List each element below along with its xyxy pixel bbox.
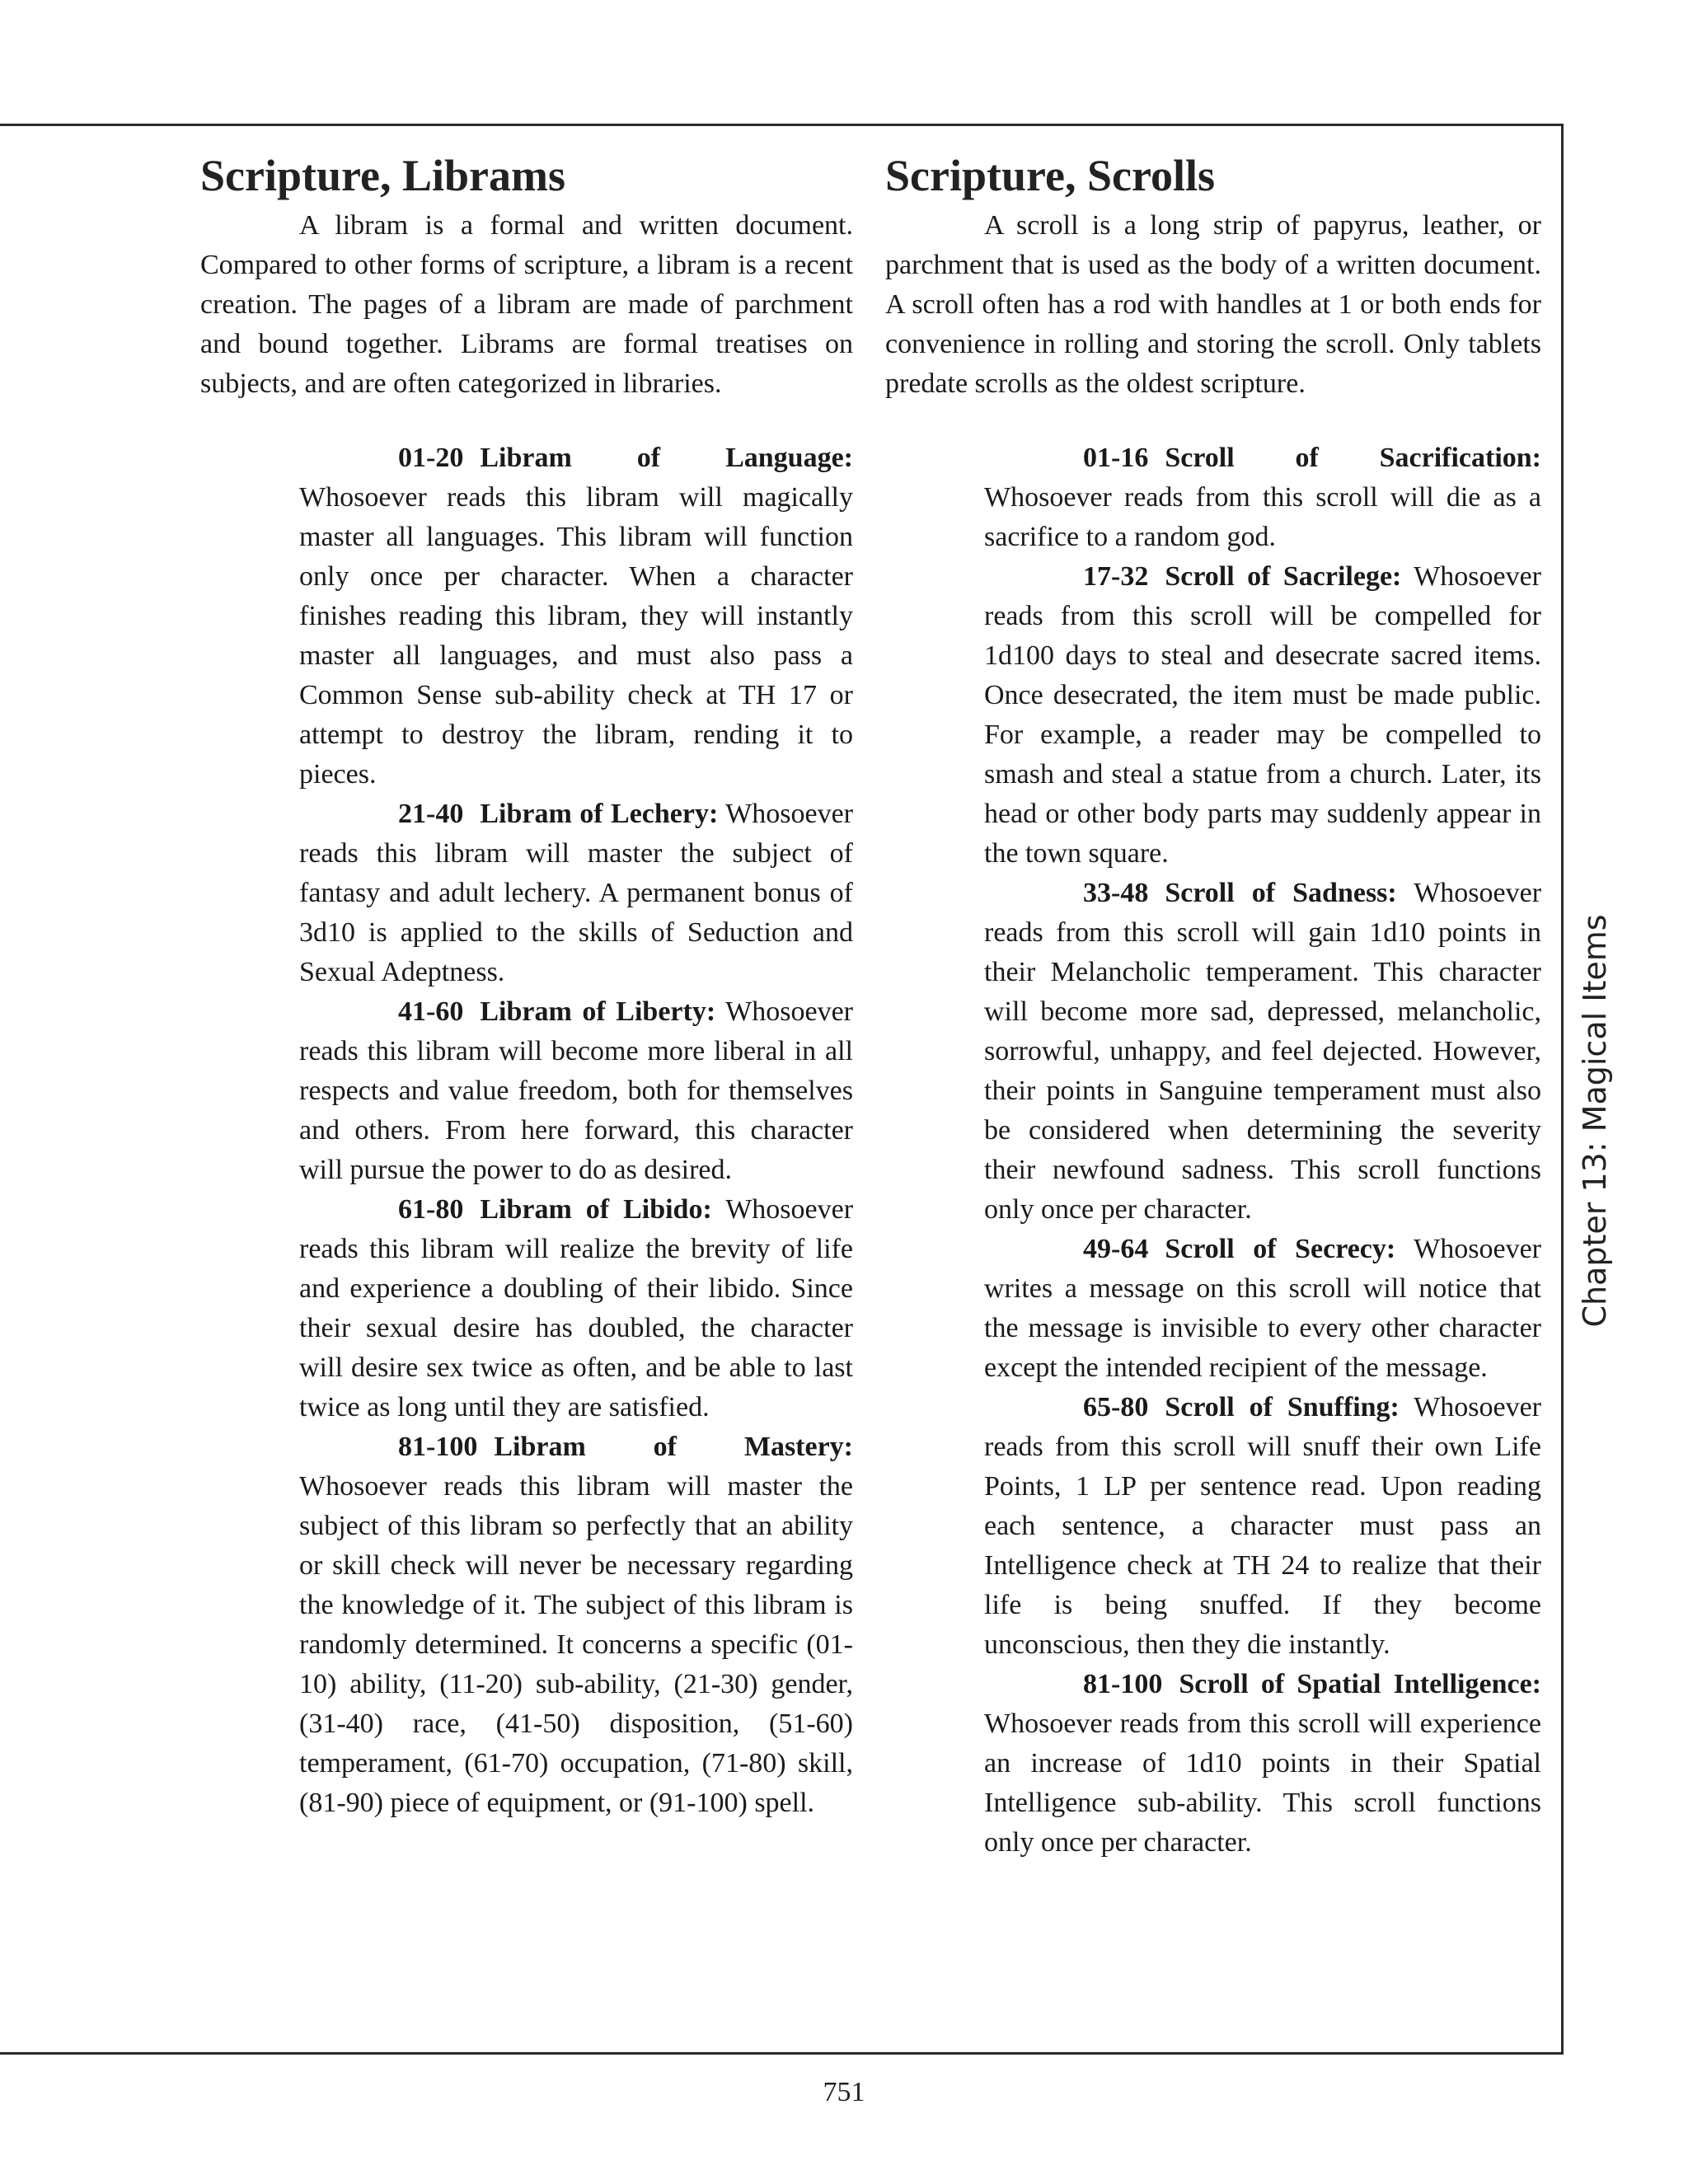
page-number: 751 xyxy=(823,2077,865,2107)
scrolls-intro: A scroll is a long strip of papyrus, leather, or parchment that is used as the body of a written document. A scroll often has a rod with handles at 1 or both ends for convenience in rolling and storing the scroll. Only tablets predate scrolls as the oldest scripture. xyxy=(885,210,1541,399)
libram-entry: 21-40 Libram of Lechery: Whosoever reads this libram will master the subject of fantasy and adult lechery. A permanent bonus of 3d10 is applied to the skills of Seduction and Sexual Adeptness. xyxy=(299,799,853,987)
libram-entry: 81-100 Libram of Mastery: Whosoever reads this libram will master the subject of this libram so perfectly that an ability or skill check will never be necessary regarding the knowledge of it. The subject of this libram is randomly determined. It concerns a specific (01-10) ability, (11-20) sub-ability, (21-30) gender, (31-40) race, (41-50) disposition, (51-60) temperament, (61-70) occupation, (71-80) skill, (81-90) piece of equipment, or (91-100) spell. xyxy=(299,1432,853,1818)
scroll-entry: 17-32 Scroll of Sacrilege: Whosoever reads from this scroll will be compelled for 1d100 days to steal and desecrate sacred items. Once desecrated, the item must be made public. For example, a reader may be compelled to smash and steal a statue from a church. Later, its head or other body parts may suddenly appear in the town square. xyxy=(984,561,1541,869)
scrolls-column xyxy=(885,147,1541,1863)
librams-intro: A libram is a formal and written document. Compared to other forms of scripture, a libram is a recent creation. The pages of a libram are made of parchment and bound together. Librams are formal treatises on subjects, and are often categorized in libraries. xyxy=(200,210,853,399)
scrolls-entries xyxy=(984,438,1541,1863)
librams-column xyxy=(200,147,853,1823)
scroll-entry: 81-100 Scroll of Spatial Intelligence: Whosoever reads from this scroll will experience an increase of 1d10 points in their Spatial Intelligence sub-ability. This scroll functions only once per character. xyxy=(984,1669,1541,1858)
librams-entries xyxy=(299,438,853,1823)
libram-entry: 41-60 Libram of Liberty: Whosoever reads this libram will become more liberal in all respects and value freedom, both for themselves and others. From here forward, this character will pursue the power to do as desired. xyxy=(299,996,853,1185)
chapter-label: Chapter 13: Magical Items xyxy=(1577,914,1613,1328)
libram-entry: 61-80 Libram of Libido: Whosoever reads this libram will realize the brevity of life and experience a doubling of their libido. Since their sexual desire has doubled, the character will desire sex twice as often, and be able to last twice as long until they are satisfied. xyxy=(299,1194,854,1422)
scroll-entry: 49-64 Scroll of Secrecy: Whosoever writes a message on this scroll will notice that the message is invisible to every other character except the intended recipient of the message. xyxy=(984,1234,1541,1383)
chapter-sidebar xyxy=(1570,874,1620,1368)
scroll-entry: 65-80 Scroll of Snuffing: Whosoever reads from this scroll will snuff their own Life Points, 1 LP per sentence read. Upon reading each sentence, a character must pass an Intelligence check at TH 24 to realize that their life is being snuffed. If they become unconscious, then they die instantly. xyxy=(984,1392,1541,1660)
scroll-entry: 01-16 Scroll of Sacrification: Whosoever reads from this scroll will die as a sacrifice to a random god. xyxy=(984,443,1541,552)
scroll-entry: 33-48 Scroll of Sadness: Whosoever reads from this scroll will gain 1d10 points in their Melancholic temperament. This character will become more sad, depressed, melancholic, sorrowful, unhappy, and feel dejected. However, their points in Sanguine temperament must also be considered when determining the severity their newfound sadness. This scroll functions only once per character. xyxy=(984,878,1542,1225)
librams-heading: Scripture, Librams xyxy=(200,151,565,200)
libram-entry: 01-20 Libram of Language: Whosoever reads this libram will magically master all languages. This libram will function only once per character. When a character finishes reading this libram, they will instantly master all languages, and must also pass a Common Sense sub-ability check at TH 17 or attempt to destroy the libram, rending it to pieces. xyxy=(299,443,853,790)
scrolls-heading: Scripture, Scrolls xyxy=(885,151,1215,200)
